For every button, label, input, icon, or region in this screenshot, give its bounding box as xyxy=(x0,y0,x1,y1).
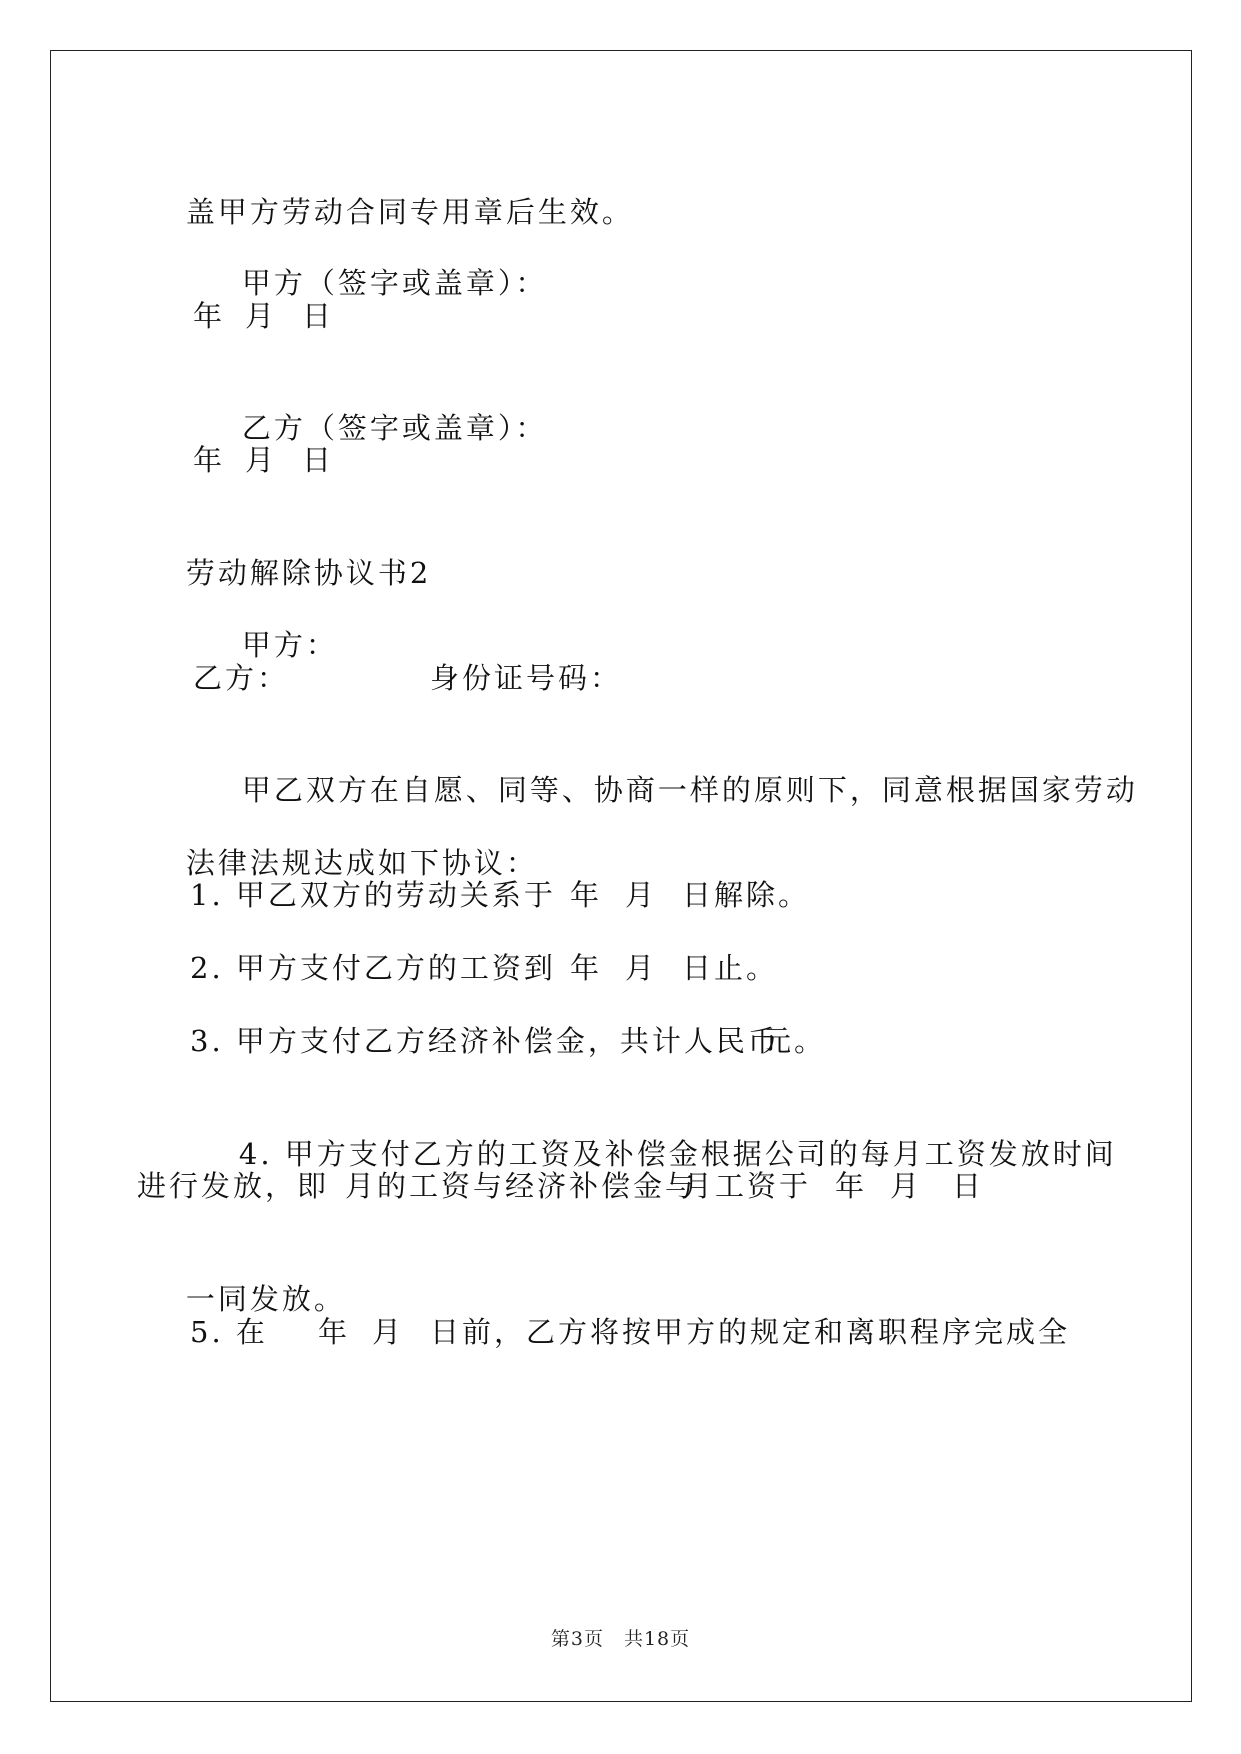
date-line-a xyxy=(0,296,1241,336)
year-label: 年 xyxy=(318,1315,351,1349)
clause-end-text: 日解除。 xyxy=(682,878,811,912)
clause-end-text: 元。 xyxy=(762,1024,827,1058)
day-label: 日 xyxy=(302,443,335,477)
clause-text: 1. 甲乙双方的劳动关系于 xyxy=(190,878,556,912)
day-label: 日 xyxy=(302,299,335,333)
paragraph-text: 甲方： xyxy=(241,628,338,662)
clause-text: 进行发放，即 xyxy=(137,1169,330,1203)
paragraph-text: 乙方（签字或盖章）： xyxy=(241,411,548,445)
date-line-b xyxy=(0,440,1241,480)
paragraph-text: 甲乙双方在自愿、同等、协商一样的原则下，同意根据国家劳动 xyxy=(241,773,1138,807)
clause-end-text: 日止。 xyxy=(682,951,779,985)
paragraph-text: 法律法规达成如下协议： xyxy=(185,846,538,880)
clause-text: 月的工资与经济补偿金与 xyxy=(345,1169,698,1203)
party-b-line xyxy=(0,658,1241,698)
clause-3 xyxy=(0,1021,1241,1061)
clause-text: 3. 甲方支付乙方经济补偿金，共计人民币 xyxy=(190,1024,780,1058)
year-label: 年 xyxy=(835,1169,868,1203)
clause-text: 2. 甲方支付乙方的工资到 xyxy=(190,951,556,985)
month-label: 月 xyxy=(245,443,278,477)
clause-text: 月工资于 xyxy=(683,1169,812,1203)
year-label: 年 xyxy=(570,951,603,985)
year-label: 年 xyxy=(193,443,226,477)
clause-4-line-2 xyxy=(0,1166,1241,1206)
month-label: 月 xyxy=(372,1315,405,1349)
month-label: 月 xyxy=(625,878,658,912)
paragraph-text: 一同发放。 xyxy=(185,1282,346,1316)
clause-end-text: 日前，乙方将按甲方的规定和离职程序完成全 xyxy=(430,1315,1071,1349)
paragraph-text: 盖甲方劳动合同专用章后生效。 xyxy=(185,195,634,229)
paragraph-text: 甲方（签字或盖章）： xyxy=(241,266,548,300)
clause-1 xyxy=(0,875,1241,915)
day-label: 日 xyxy=(952,1169,985,1203)
party-b-label: 乙方： xyxy=(193,661,290,695)
heading-text: 劳动解除协议书2 xyxy=(185,556,432,590)
clause-2 xyxy=(0,948,1241,988)
month-label: 月 xyxy=(625,951,658,985)
month-label: 月 xyxy=(890,1169,923,1203)
clause-text: 5. 在 xyxy=(190,1315,268,1349)
clause-5 xyxy=(0,1312,1241,1352)
month-label: 月 xyxy=(245,299,278,333)
paragraph-text: 4. 甲方支付乙方的工资及补偿金根据公司的每月工资发放时间 xyxy=(238,1137,1117,1171)
year-label: 年 xyxy=(193,299,226,333)
id-number-label: 身份证号码： xyxy=(430,661,623,695)
year-label: 年 xyxy=(570,878,603,912)
page-footer: 第3页 共18页 xyxy=(550,1628,691,1650)
